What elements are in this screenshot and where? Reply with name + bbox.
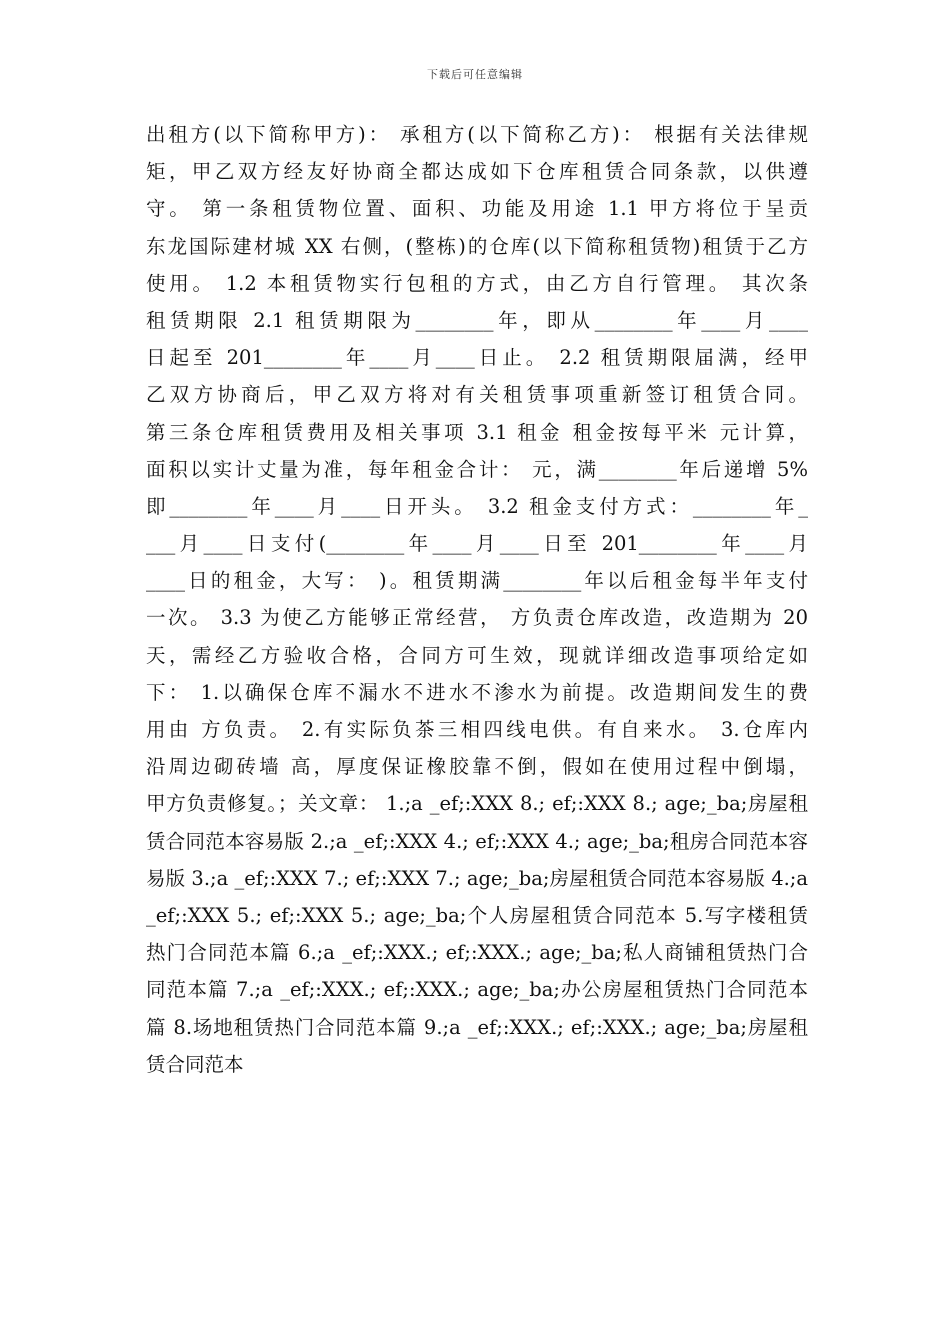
body-line: 使用。 1.2 本租赁物实行包租的方式，由乙方自行管理。 其次条 <box>146 271 808 295</box>
body-line: 同范本篇 7.;a _ef;:XXX.; ef;:XXX.; age;_ba;办公房屋租赁热门合同范本 <box>146 978 808 1002</box>
body-line: 第三条仓库租赁费用及相关事项 3.1 租金 租金按每平米 元计算， <box>146 420 808 444</box>
body-line: 守。 第一条租赁物位置、面积、功能及用途 1.1 甲方将位于呈贡 <box>146 197 808 221</box>
body-line: 天，需经乙方验收合格，合同方可生效，现就详细改造事项给定如 <box>146 643 808 667</box>
body-line: ___月____日支付(________年____月____日至 201________年____月 <box>146 532 808 556</box>
body-line: 热门合同范本篇 6.;a _ef;:XXX.; ef;:XXX.; age;_ba;私人商铺租赁热门合 <box>146 941 808 965</box>
body-line: 东龙国际建材城 XX 右侧，(整栋)的仓库(以下简称租赁物)租赁于乙方 <box>146 234 808 258</box>
body-line: 赁合同范本容易版 2.;a _ef;:XXX 4.; ef;:XXX 4.; age;_ba;租房合同范本容 <box>146 829 808 853</box>
body-line: 赁合同范本 <box>146 1052 244 1076</box>
body-line: 一次。 3.3 为使乙方能够正常经营， 方负责仓库改造，改造期为 20 <box>146 606 808 630</box>
body-line: 篇 8.场地租赁热门合同范本篇 9.;a _ef;:XXX.; ef;:XXX.; age;_ba;房屋租 <box>146 1015 808 1039</box>
body-line: 下： 1.以确保仓库不漏水不进水不渗水为前提。改造期间发生的费 <box>146 680 808 704</box>
body-line: 租赁期限 2.1 租赁期限为________年，即从________年____月____ <box>146 308 808 332</box>
body-line: ____日的租金，大写： )。租赁期满________年以后租金每半年支付 <box>146 569 808 593</box>
page-header: 下载后可任意编辑 <box>427 68 523 81</box>
body-line: 易版 3.;a _ef;:XXX 7.; ef;:XXX 7.; age;_ba;房屋租赁合同范本容易版 4.;a <box>146 866 808 890</box>
body-line: 出租方(以下简称甲方)： 承租方(以下简称乙方)： 根据有关法律规 <box>146 123 808 146</box>
body-line: 日起至 201________年____月____日止。 2.2 租赁期限届满，经甲 <box>146 346 808 370</box>
body-line: 乙双方协商后，甲乙双方将对有关租赁事项重新签订租赁合同。 <box>146 383 808 407</box>
body-line: 沿周边砌砖墙 高，厚度保证橡胶靠不倒，假如在使用过程中倒塌， <box>146 755 808 779</box>
body-line: 矩，甲乙双方经友好协商全都达成如下仓库租赁合同条款，以供遵 <box>146 160 808 184</box>
body-line: _ef;:XXX 5.; ef;:XXX 5.; age;_ba;个人房屋租赁合同范本 5.写字楼租赁 <box>146 903 808 927</box>
contract-body <box>146 116 808 1083</box>
body-line: 用由 方负责。 2.有实际负茶三相四线电供。有自来水。 3.仓库内 <box>146 718 808 741</box>
body-line: 面积以实计丈量为准，每年租金合计： 元，满________年后递增 5% <box>146 457 808 481</box>
body-line: 即________年____月____日开头。 3.2 租金支付方式：________年_ <box>146 494 808 518</box>
body-line: 甲方负责修复。；关文章： 1.;a _ef;:XXX 8.; ef;:XXX 8.; age;_ba;房屋租 <box>146 792 808 816</box>
